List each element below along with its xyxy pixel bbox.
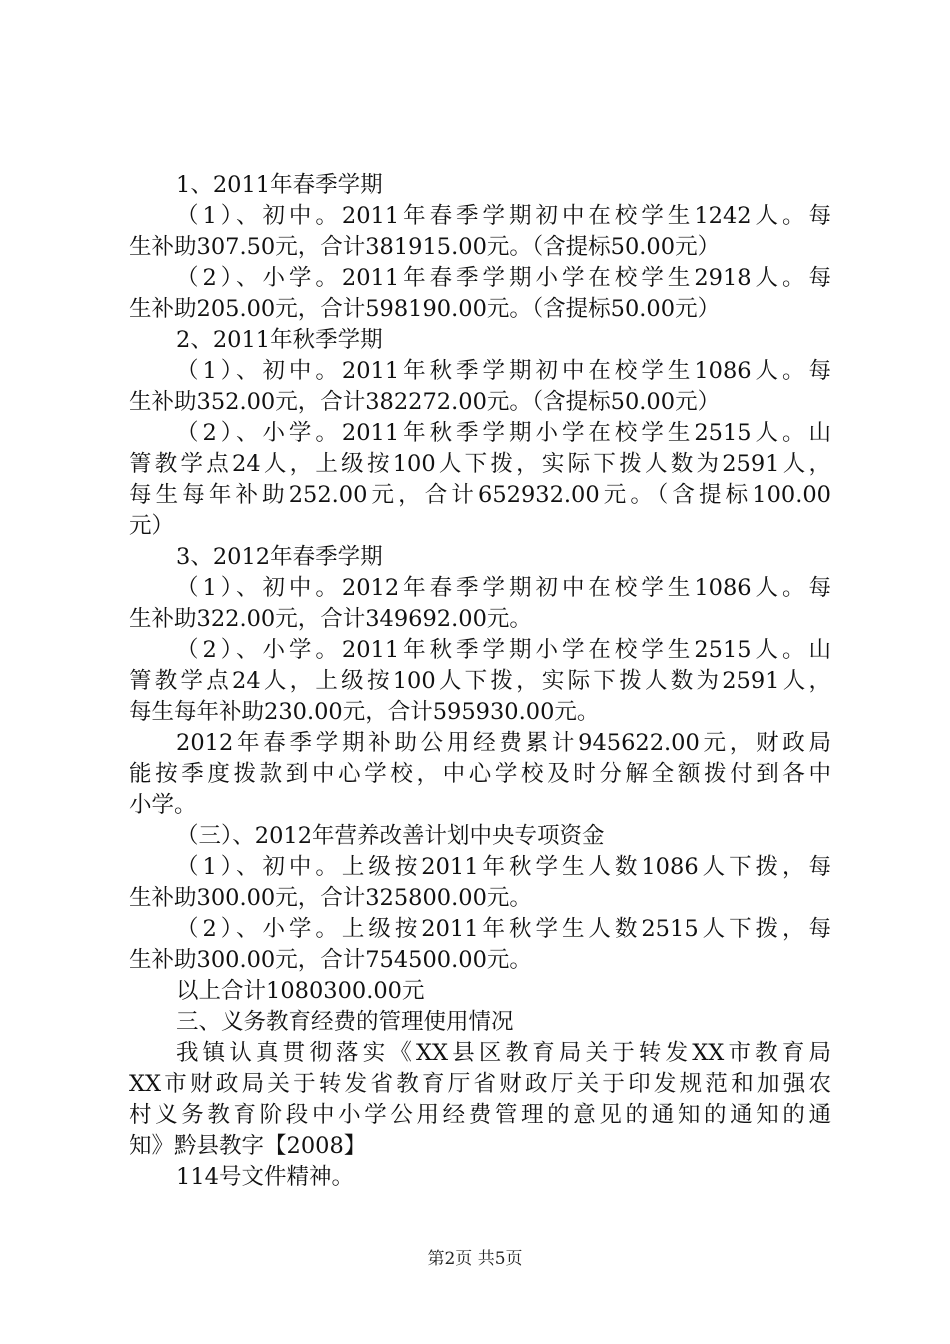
text-line: XX市财政局关于转发省教育厅省财政厅关于印发规范和加强农 xyxy=(129,1071,831,1097)
text-line: 生补助300.00元，合计325800.00元。 xyxy=(129,885,532,911)
document-body xyxy=(129,170,831,1193)
text-line: 生补助322.00元，合计349692.00元。 xyxy=(129,606,532,632)
text-line: 我镇认真贯彻落实《XX县区教育局关于转发XX市教育局 xyxy=(176,1040,831,1066)
text-line: （2）、小学。上级按2011年秋学生人数2515人下拨，每 xyxy=(176,916,831,942)
text-line: （1）、初中。2011年秋季学期初中在校学生1086人。每 xyxy=(176,358,831,384)
text-line: 1、2011年春季学期 xyxy=(176,172,383,198)
text-line: 2、2011年秋季学期 xyxy=(176,327,383,353)
text-line: 小学。 xyxy=(129,792,197,818)
text-line: 以上合计1080300.00元 xyxy=(176,978,425,1004)
text-line: 生补助205.00元，合计598190.00元。（含提标50.00元） xyxy=(129,296,721,322)
text-line: 知》黔县教字【2008】 xyxy=(129,1133,367,1159)
text-line: 元） xyxy=(129,513,175,539)
text-line: （1）、初中。上级按2011年秋学生人数1086人下拨，每 xyxy=(176,854,831,880)
text-line: （1）、初中。2012年春季学期初中在校学生1086人。每 xyxy=(176,575,831,601)
text-line: 箐教学点24人，上级按100人下拨，实际下拨人数为2591人， xyxy=(129,451,831,477)
text-line: 生补助300.00元，合计754500.00元。 xyxy=(129,947,532,973)
text-line: 生补助307.50元，合计381915.00元。（含提标50.00元） xyxy=(129,234,721,260)
text-line: 114号文件精神。 xyxy=(176,1164,354,1190)
text-line: 每生每年补助230.00元，合计595930.00元。 xyxy=(129,699,600,725)
text-line: （2）、小学。2011年春季学期小学在校学生2918人。每 xyxy=(176,265,831,291)
text-line: 能按季度拨款到中心学校，中心学校及时分解全额拨付到各中 xyxy=(129,761,831,787)
text-line: 三、义务教育经费的管理使用情况 xyxy=(176,1009,514,1035)
text-line: 村义务教育阶段中小学公用经费管理的意见的通知的通知的通 xyxy=(129,1102,831,1128)
text-line: 生补助352.00元，合计382272.00元。（含提标50.00元） xyxy=(129,389,721,415)
page-footer: 第2页 共5页 xyxy=(427,1249,523,1269)
text-line: 2012年春季学期补助公用经费累计945622.00元，财政局 xyxy=(176,730,831,756)
text-line: 3、2012年春季学期 xyxy=(176,544,383,570)
text-line: 箐教学点24人，上级按100人下拨，实际下拨人数为2591人， xyxy=(129,668,831,694)
text-line: （1）、初中。2011年春季学期初中在校学生1242人。每 xyxy=(176,203,831,229)
text-line: （2）、小学。2011年秋季学期小学在校学生2515人。山 xyxy=(176,637,831,663)
text-line: （2）、小学。2011年秋季学期小学在校学生2515人。山 xyxy=(176,420,831,446)
text-line: （三）、2012年营养改善计划中央专项资金 xyxy=(176,823,605,849)
text-line: 每生每年补助252.00元，合计652932.00元。（含提标100.00 xyxy=(129,482,831,508)
